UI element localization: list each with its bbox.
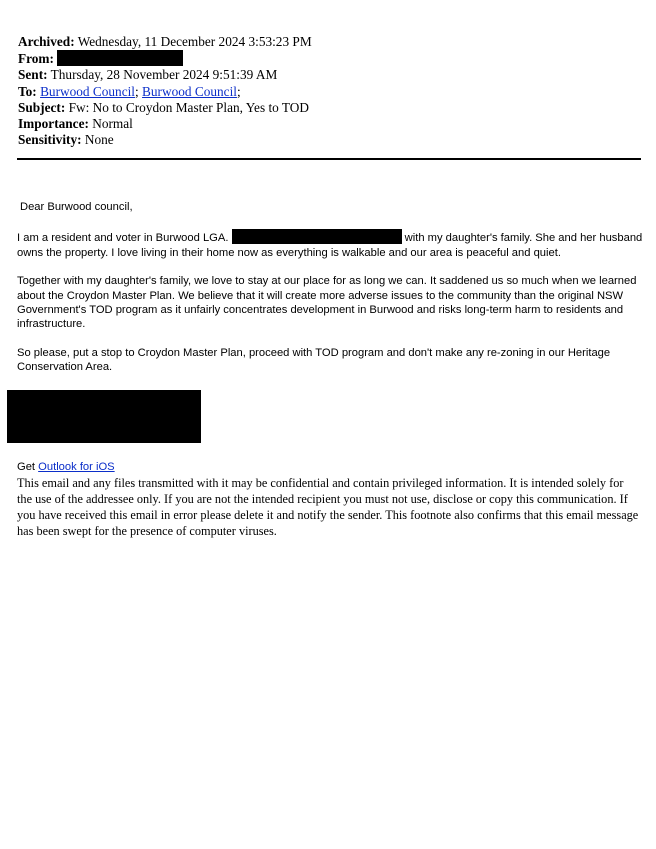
subject-label: Subject:: [18, 99, 66, 115]
paragraph-residence-end: with my daughter's family. She and her husband owns the property. I love living in their home now as everything is walkable and our area is peaceful and quiet.: [17, 232, 643, 259]
subject-value: Fw: No to Croydon Master Plan, Yes to TOD: [68, 99, 309, 115]
outlook-ios-link[interactable]: Outlook for iOS: [38, 461, 115, 473]
importance-value: Normal: [92, 116, 133, 132]
archived-label: Archived:: [18, 34, 75, 49]
email-body: [17, 200, 647, 375]
recipient-separator: ;: [236, 83, 241, 99]
subject-row: [18, 100, 312, 116]
sent-row: [18, 67, 312, 83]
importance-row: [18, 116, 312, 132]
paragraph-residence-start: I am a resident and voter in Burwood LGA.: [17, 232, 229, 245]
archived-row: [18, 34, 312, 50]
from-row: [18, 50, 312, 67]
header-divider: [17, 158, 641, 160]
from-redaction: [57, 50, 183, 66]
to-recipient-link-1[interactable]: Burwood Council: [40, 83, 135, 99]
signature-redaction: [7, 390, 201, 443]
get-text: Get: [17, 461, 36, 473]
sensitivity-label: Sensitivity:: [18, 132, 82, 148]
from-label: From:: [18, 51, 54, 67]
sent-value: Thursday, 28 November 2024 9:51:39 AM: [50, 67, 278, 83]
address-redaction: [232, 229, 402, 244]
outlook-signature: [17, 460, 115, 474]
to-row: [18, 84, 312, 100]
sensitivity-value: None: [84, 132, 114, 148]
paragraph-residence: [17, 229, 647, 260]
recipient-separator: ;: [135, 83, 139, 99]
paragraph-request: So please, put a stop to Croydon Master Plan, proceed with TOD program and don't make any re-zoning in our Heritage Conservation Area.: [17, 346, 611, 374]
to-label: To:: [18, 83, 37, 99]
importance-label: Importance:: [18, 116, 89, 132]
confidentiality-disclaimer: This email and any files transmitted with it may be confidential and contain privileged information. It is intended solely for the use of the addressee only. If you are not the intended recipient you must not use, disclose or copy this communication. If you have received this email in error please delete it and notify the sender. This footnote also confirms that this email message has been swept for the presence of computer viruses.: [17, 476, 639, 538]
archived-value: Wednesday, 11 December 2024 3:53:23 PM: [77, 34, 312, 49]
email-header: [18, 34, 312, 148]
to-recipient-link-2[interactable]: Burwood Council: [142, 83, 237, 99]
sensitivity-row: [18, 132, 312, 148]
paragraph-concern: Together with my daughter's family, we love to stay at our place for as long we can. It saddened us so much when we learned about the Croydon Master Plan. We believe that it will create more adverse issues to the community than the original NSW Government's TOD program as it unfairly concentrates development in Burwood and risks long-term harm to residents and infrastructure.: [17, 275, 637, 331]
sent-label: Sent:: [18, 67, 48, 83]
greeting: Dear Burwood council,: [20, 201, 133, 213]
